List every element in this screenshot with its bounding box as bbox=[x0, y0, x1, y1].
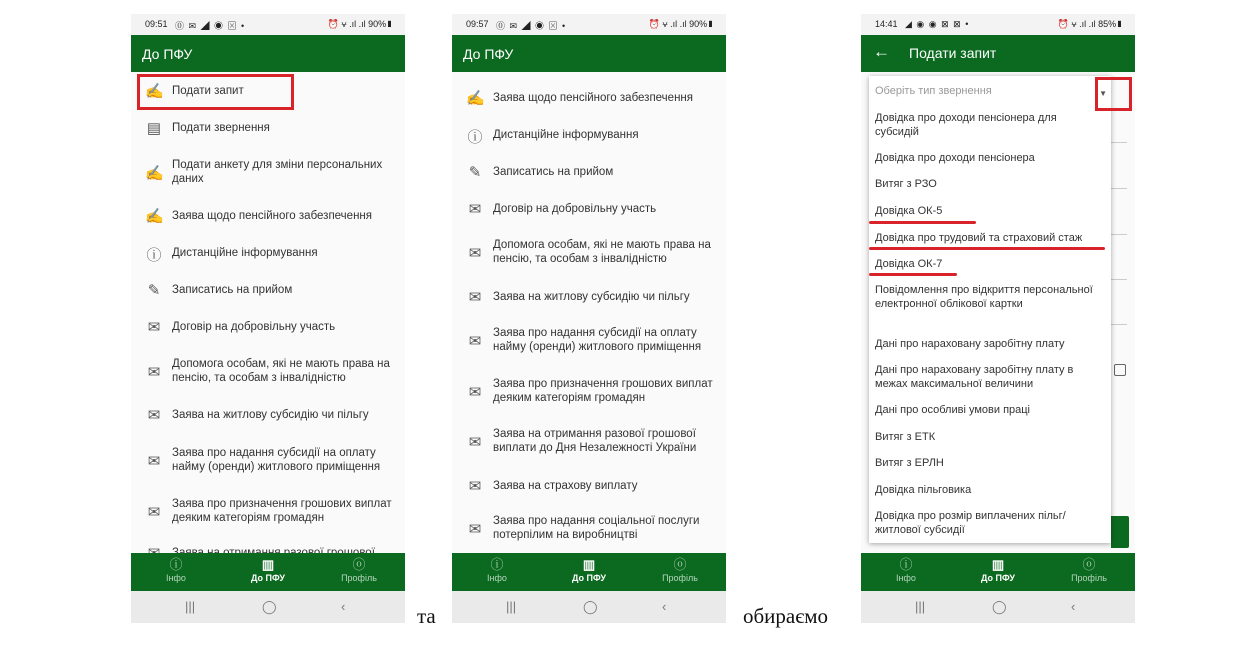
system-nav-bar bbox=[131, 591, 405, 623]
back-icon[interactable]: ‹ bbox=[662, 599, 667, 614]
menu-item-label: Допомога особам, які не мають права на пенсію, та особам з інвалідністю bbox=[493, 239, 711, 265]
form-edit-icon: ✍ bbox=[145, 208, 164, 225]
tab-profile[interactable] bbox=[319, 557, 399, 583]
status-bar bbox=[861, 14, 1135, 35]
dropdown-option[interactable]: Довідка про трудовий та страховий стаж bbox=[875, 232, 1083, 244]
info-icon: ⓘ bbox=[169, 557, 183, 572]
dropdown-option[interactable]: Повідомлення про відкриття персональної електронної облікової картки bbox=[875, 284, 1093, 310]
tab-profile[interactable] bbox=[1049, 557, 1129, 583]
envelope-icon: ✉ bbox=[468, 201, 482, 218]
menu-item-label: Заява про надання соціальної послуги потерпілим на виробництві bbox=[493, 515, 700, 541]
status-bar bbox=[452, 14, 726, 35]
pencil-icon: ✎ bbox=[147, 282, 161, 299]
envelope-icon: ✉ bbox=[468, 333, 482, 350]
dropdown-option[interactable]: Дані про нараховану заробітну плату bbox=[875, 338, 1065, 350]
tab-label: Інфо bbox=[487, 573, 507, 583]
info-icon: ⓘ bbox=[467, 129, 483, 146]
menu-item-label: Записатись на прийом bbox=[172, 284, 293, 296]
home-icon[interactable]: ◯ bbox=[262, 599, 277, 614]
tab-label: До ПФУ bbox=[981, 573, 1015, 583]
status-time: 09:57 bbox=[466, 19, 489, 29]
menu-item-label: Заява на отримання разової грошової виплати до Дня Незалежності України bbox=[493, 428, 697, 454]
status-time: 09:51 bbox=[145, 19, 168, 29]
tab-pfu[interactable] bbox=[549, 557, 629, 583]
field-underline bbox=[1111, 188, 1127, 189]
building-icon: ▥ bbox=[261, 557, 275, 572]
back-arrow-icon[interactable]: ← bbox=[873, 42, 890, 61]
underline-ok5 bbox=[869, 221, 976, 224]
status-time: 14:41 bbox=[875, 19, 898, 29]
menu-item-label: Подати анкету для зміни персональних даних bbox=[172, 159, 383, 185]
envelope-icon: ✉ bbox=[468, 245, 482, 262]
menu-item-label: Заява щодо пенсійного забезпечення bbox=[493, 92, 693, 104]
notification-icons: ⓪ ✉ ◢ ◉ ⊠ • bbox=[175, 21, 246, 31]
tab-label: До ПФУ bbox=[251, 573, 285, 583]
document-stack-icon: ▤ bbox=[146, 120, 162, 137]
recent-apps-icon[interactable]: ||| bbox=[506, 599, 517, 614]
dropdown-option[interactable]: Витяг з ЕТК bbox=[875, 431, 936, 443]
menu-item-label: Подати звернення bbox=[172, 122, 270, 134]
menu-item-label: Договір на добровільну участь bbox=[493, 203, 657, 215]
bottom-nav bbox=[131, 553, 405, 591]
building-icon: ▥ bbox=[582, 557, 596, 572]
underline-work-experience bbox=[869, 247, 1105, 250]
field-underline bbox=[1111, 142, 1127, 143]
home-icon[interactable]: ◯ bbox=[992, 599, 1007, 614]
recent-apps-icon[interactable]: ||| bbox=[915, 599, 926, 614]
system-nav-bar bbox=[861, 591, 1135, 623]
recent-apps-icon[interactable]: ||| bbox=[185, 599, 196, 614]
envelope-icon: ✉ bbox=[468, 289, 482, 306]
menu-item-label: Дистанційне інформування bbox=[172, 247, 318, 259]
phone-screen-2 bbox=[452, 14, 726, 623]
form-edit-icon: ✍ bbox=[145, 165, 164, 182]
form-edit-icon: ✍ bbox=[145, 83, 164, 100]
menu-item-label: Записатись на прийом bbox=[493, 166, 614, 178]
status-right: ⏰ ⩝ .ıl .ıl 90%▮ bbox=[327, 19, 393, 29]
dropdown-option[interactable]: Дані про нараховану заробітну плату в межах максимальної величини bbox=[875, 364, 1074, 390]
page-title: Подати запит bbox=[909, 45, 997, 61]
tab-label: Інфо bbox=[166, 573, 186, 583]
status-right: ⏰ ⩝ .ıl .ıl 85%▮ bbox=[1057, 19, 1123, 29]
tab-label: До ПФУ bbox=[572, 573, 606, 583]
system-nav-bar bbox=[452, 591, 726, 623]
envelope-icon: ✉ bbox=[147, 453, 161, 470]
menu-item-label: Заява про надання субсидії на оплату найму (оренди) житлового приміщення bbox=[493, 327, 702, 353]
menu-item-label: Заява про призначення грошових виплат деяким категоріям громадян bbox=[493, 378, 713, 404]
dropdown-option[interactable]: Довідка ОК-5 bbox=[875, 205, 943, 217]
menu-list bbox=[131, 72, 405, 553]
field-underline bbox=[1111, 324, 1127, 325]
dropdown-option[interactable]: Дані про особливі умови праці bbox=[875, 404, 1030, 416]
highlight-box-dropdown-arrow bbox=[1095, 77, 1132, 111]
tab-pfu[interactable] bbox=[958, 557, 1038, 583]
envelope-icon: ✉ bbox=[468, 478, 482, 495]
tab-label: Профіль bbox=[662, 573, 698, 583]
tab-label: Профіль bbox=[341, 573, 377, 583]
app-bar bbox=[861, 35, 1135, 72]
dropdown-option[interactable]: Довідка пільговика bbox=[875, 484, 972, 496]
field-underline bbox=[1111, 234, 1127, 235]
caption-and: та bbox=[417, 604, 436, 628]
status-right: ⏰ ⩝ .ıl .ıl 90%▮ bbox=[648, 19, 714, 29]
notification-icons: ◢ ◉ ◉ ⊠ ⊠ • bbox=[905, 19, 970, 29]
menu-item-label: Допомога особам, які не мають права на пенсію, та особам з інвалідністю bbox=[172, 358, 390, 384]
status-bar bbox=[131, 14, 405, 35]
dropdown-arrow-icon[interactable]: ▼ bbox=[1099, 89, 1107, 98]
menu-item-label: Заява на житлову субсидію чи пільгу bbox=[172, 409, 369, 421]
app-bar bbox=[452, 35, 726, 72]
envelope-icon: ✉ bbox=[468, 384, 482, 401]
envelope-icon: ✉ bbox=[468, 521, 482, 538]
profile-icon: ⓞ bbox=[673, 557, 687, 572]
pencil-icon: ✎ bbox=[468, 164, 482, 181]
menu-item-label: Дистанційне інформування bbox=[493, 129, 639, 141]
envelope-icon: ✉ bbox=[147, 319, 161, 336]
submit-button[interactable] bbox=[1111, 516, 1129, 548]
caption-choose: обираємо bbox=[743, 604, 829, 628]
tab-info[interactable] bbox=[457, 557, 537, 583]
info-icon: ⓘ bbox=[899, 557, 913, 572]
menu-item-label: Заява щодо пенсійного забезпечення bbox=[172, 210, 372, 222]
page-title: До ПФУ bbox=[142, 46, 193, 62]
menu-item-label: Подати запит bbox=[172, 85, 244, 97]
form-edit-icon: ✍ bbox=[466, 90, 485, 107]
tab-label: Профіль bbox=[1071, 573, 1107, 583]
menu-item-label: Договір на добровільну участь bbox=[172, 321, 336, 333]
menu-item-label: Заява на страхову виплату bbox=[493, 480, 638, 492]
info-icon: ⓘ bbox=[490, 557, 504, 572]
tab-profile[interactable] bbox=[640, 557, 720, 583]
envelope-icon: ✉ bbox=[147, 504, 161, 521]
bottom-nav bbox=[861, 553, 1135, 591]
building-icon: ▥ bbox=[991, 557, 1005, 572]
tab-pfu[interactable] bbox=[228, 557, 308, 583]
dropdown-option[interactable]: Довідка про доходи пенсіонера для субсидій bbox=[875, 112, 1057, 138]
profile-icon: ⓞ bbox=[352, 557, 366, 572]
request-type-dropdown[interactable] bbox=[869, 76, 1111, 543]
menu-item-label: Заява про призначення грошових виплат деяким категоріям громадян bbox=[172, 498, 392, 524]
highlight-box-submit-request bbox=[137, 74, 294, 110]
tab-info[interactable] bbox=[136, 557, 216, 583]
dropdown-option[interactable]: Довідка ОК-7 bbox=[875, 258, 943, 270]
page-title: До ПФУ bbox=[463, 46, 514, 62]
tab-info[interactable] bbox=[866, 557, 946, 583]
home-icon[interactable]: ◯ bbox=[583, 599, 598, 614]
dropdown-option[interactable]: Витяг з ЕРЛН bbox=[875, 457, 944, 469]
tab-label: Інфо bbox=[896, 573, 916, 583]
dropdown-option[interactable]: Довідка про розмір виплачених пільг/ житлової субсидії bbox=[875, 510, 1066, 536]
dropdown-option[interactable]: Витяг з РЗО bbox=[875, 178, 937, 190]
envelope-icon: ✉ bbox=[147, 407, 161, 424]
info-icon: ⓘ bbox=[146, 247, 162, 264]
notification-icons: ⓪ ✉ ◢ ◉ ⊠ • bbox=[496, 21, 567, 31]
consent-checkbox[interactable] bbox=[1114, 364, 1126, 376]
profile-icon: ⓞ bbox=[1082, 557, 1096, 572]
app-bar bbox=[131, 35, 405, 72]
dropdown-option[interactable]: Довідка про доходи пенсіонера bbox=[875, 152, 1035, 164]
back-icon[interactable]: ‹ bbox=[341, 599, 346, 614]
menu-item-label: Заява про надання субсидії на оплату найму (оренди) житлового приміщення bbox=[172, 447, 381, 473]
menu-list bbox=[452, 72, 726, 553]
bottom-nav bbox=[452, 553, 726, 591]
envelope-icon: ✉ bbox=[468, 434, 482, 451]
phone-screen-3 bbox=[861, 14, 1135, 623]
back-icon[interactable]: ‹ bbox=[1071, 599, 1076, 614]
dropdown-placeholder: Оберіть тип звернення bbox=[875, 85, 992, 97]
underline-ok7 bbox=[869, 273, 957, 276]
menu-item-label: Заява на житлову субсидію чи пільгу bbox=[493, 291, 690, 303]
field-underline bbox=[1111, 279, 1127, 280]
envelope-icon: ✉ bbox=[147, 364, 161, 381]
